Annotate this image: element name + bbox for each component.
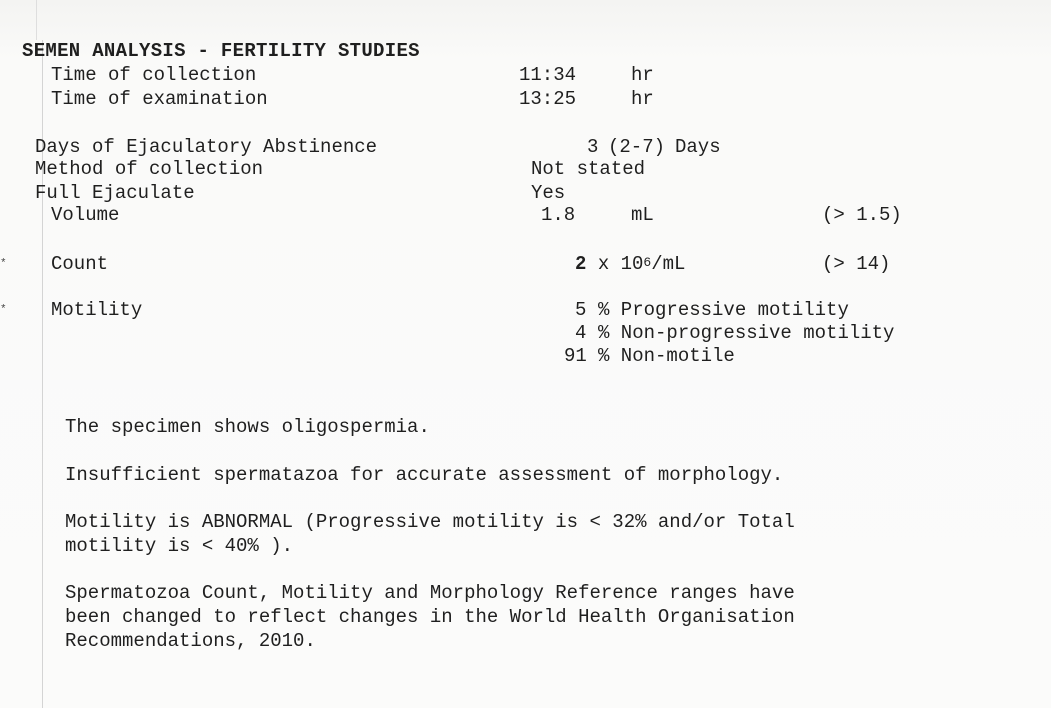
count-exponent: 6	[643, 255, 652, 270]
count-flag: *	[0, 258, 7, 270]
comment-motility-line2: motility is < 40% ).	[65, 535, 294, 557]
volume-ref: (> 1.5)	[822, 204, 902, 226]
full-ejaculate-label: Full Ejaculate	[35, 182, 195, 204]
examination-unit: hr	[631, 88, 654, 110]
examination-label: Time of examination	[51, 88, 268, 110]
count-value-line	[575, 253, 685, 275]
count-value: 2	[575, 253, 587, 275]
method-label: Method of collection	[35, 158, 264, 180]
collection-value: 11:34	[519, 64, 577, 86]
comment-oligospermia: The specimen shows oligospermia.	[65, 416, 430, 438]
motility-progressive-text: % Progressive motility	[598, 299, 849, 321]
count-multiplier: x 10	[597, 253, 644, 275]
motility-nonprogressive-value: 4	[575, 322, 587, 344]
volume-label: Volume	[51, 204, 120, 226]
count-ref: (> 14)	[822, 253, 891, 275]
count-unit: /mL	[651, 253, 686, 275]
comment-reference-line3: Recommendations, 2010.	[65, 630, 316, 652]
motility-nonprogressive-text: % Non-progressive motility	[598, 322, 895, 344]
abstinence-label: Days of Ejaculatory Abstinence	[35, 136, 378, 158]
volume-unit: mL	[631, 204, 654, 226]
comment-morphology: Insufficient spermatazoa for accurate assessment of morphology.	[65, 464, 784, 486]
comment-motility-line1: Motility is ABNORMAL (Progressive motility is < 32% and/or Total	[65, 511, 795, 533]
report-heading: SEMEN ANALYSIS - FERTILITY STUDIES	[22, 40, 420, 62]
motility-nonmotile-text: % Non-motile	[598, 345, 735, 367]
motility-label: Motility	[51, 299, 143, 321]
comment-reference-line2: been changed to reflect changes in the World Health Organisation	[65, 606, 795, 628]
motility-flag: *	[0, 304, 7, 316]
volume-value: 1.8	[541, 204, 576, 226]
count-label: Count	[51, 253, 109, 275]
collection-label: Time of collection	[51, 64, 257, 86]
motility-nonmotile-value: 91	[564, 345, 587, 367]
method-value: Not stated	[531, 158, 646, 180]
abstinence-range: (2-7)	[608, 136, 666, 158]
examination-value: 13:25	[519, 88, 577, 110]
abstinence-value: 3	[587, 136, 599, 158]
margin-rule-top	[36, 0, 37, 40]
collection-unit: hr	[631, 64, 654, 86]
full-ejaculate-value: Yes	[531, 182, 566, 204]
abstinence-unit: Days	[675, 136, 721, 158]
comment-reference-line1: Spermatozoa Count, Motility and Morphology Reference ranges have	[65, 582, 795, 604]
motility-progressive-value: 5	[575, 299, 587, 321]
